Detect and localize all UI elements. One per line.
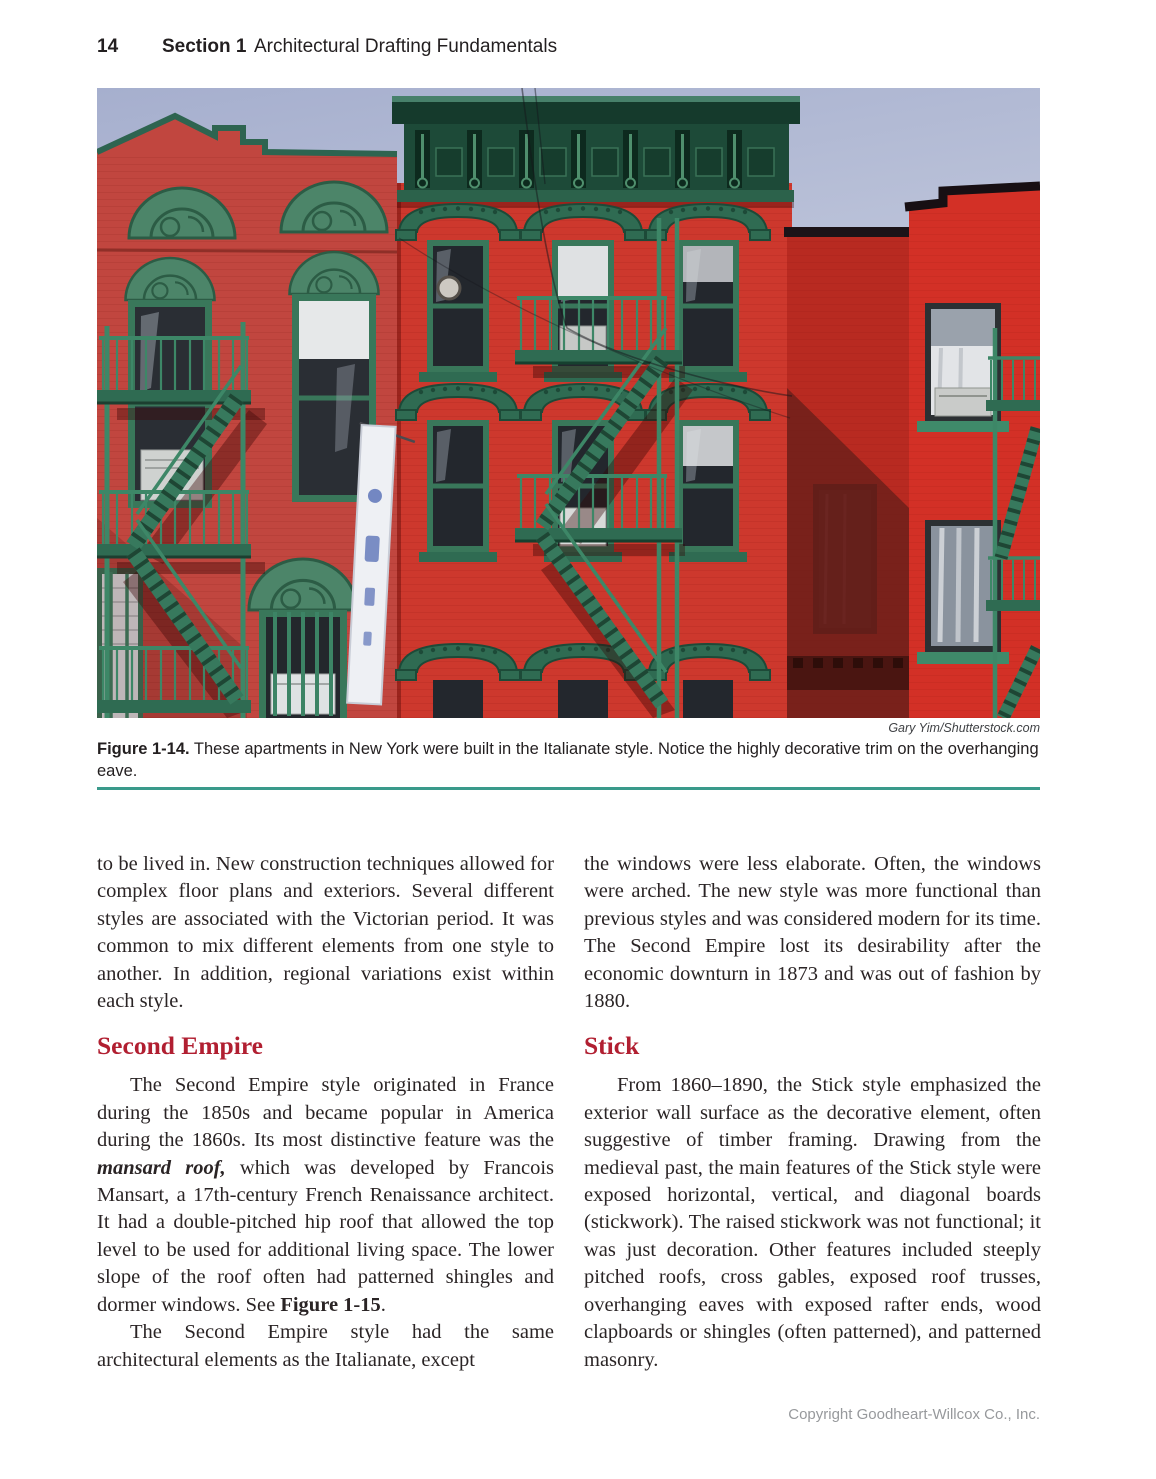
figure-caption-text: These apartments in New York were built in the Italianate style. Notice the highly decorative trim on the overhanging eave. [97,740,1039,780]
right-column [584,851,1041,1374]
heading-second-empire: Second Empire [97,1031,263,1061]
figure-reference: Figure 1-15 [280,1293,381,1316]
copyright-notice: Copyright Goodheart-Willcox Co., Inc. [788,1406,1040,1423]
building-middle [392,96,800,718]
cornice [392,96,800,208]
ac-unit [935,388,991,416]
window [427,240,489,372]
paragraph [97,1072,554,1319]
figure-photo [97,88,1040,718]
section-divider-rule [97,787,1040,790]
lower-cornice [787,656,909,690]
apartment-photo-illustration [97,88,1040,718]
paragraph-text: which was developed by Francois Mansart, a 17th-century French Renaissance architect. It had a double-pitched hip roof that allowed the top level to be used for additional living space. The lower slope of the roof often had patterned shingles and dormer windows. See [97,1156,554,1316]
window [427,420,489,552]
speaker-horn [438,277,460,299]
figure-caption-label: Figure 1-14. [97,740,190,758]
page-number: 14 [97,36,119,57]
paragraph: to be lived in. New construction techniques allowed for complex floor plans and exteriors. Several different styles are associated with the Victorian period. It was common to mix different elements from one style to another. In addition, regional variations exist within each style. [97,853,554,1013]
paragraph: From 1860–1890, the Stick style emphasized the exterior wall surface as the decorative element, often suggestive of timber framing. Drawing from the medieval past, the main features of the Stick style were exposed horizontal, vertical, and diagonal boards (stickwork). The raised stickwork was not functional; it was just decoration. Other features included steeply pitched roofs, cross gables, exposed roof trusses, overhanging eaves with exposed rafter ends, wood clapboards or shingles (often patterned), and patterned masonry. [584,1074,1041,1371]
left-column [97,851,554,1374]
key-term: mansard roof, [97,1156,226,1179]
heading-stick: Stick [584,1031,640,1061]
section-title: Architectural Drafting Fundamentals [254,36,558,57]
paragraph-text: . [380,1293,386,1316]
window-with-grille [259,610,347,718]
figure-caption [97,739,1040,782]
paragraph: The Second Empire style had the same architectural elements as the Italianate, except [97,1321,554,1371]
photo-credit: Gary Yim/Shutterstock.com [888,721,1040,735]
window-blinds [558,246,608,296]
paragraph-text: The Second Empire style originated in France during the 1850s and became popular in America during the 1860s. Its most distinctive feature was the [97,1074,554,1152]
paragraph: the windows were less elaborate. Often, the windows were arched. The new style was more functional than previous styles and was considered modern for its time. The Second Empire lost its desirability after the economic downturn in 1873 and was out of fashion by 1880. [584,853,1041,1013]
building-right [784,185,1040,718]
window-shade [683,426,733,466]
section-label: Section 1 [162,36,247,57]
running-head [0,36,1156,62]
